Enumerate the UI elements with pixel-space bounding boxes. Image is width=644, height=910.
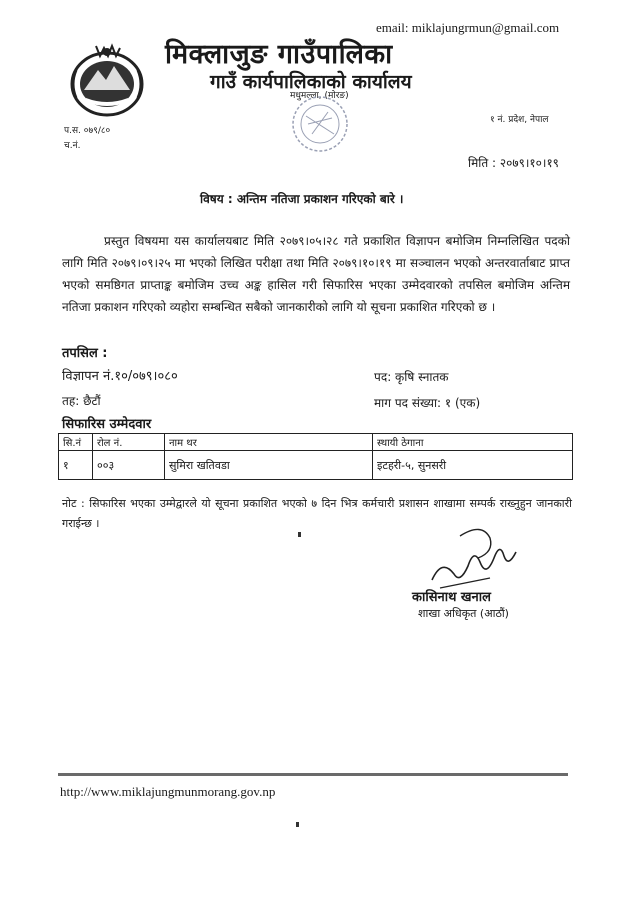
- signer-title: शाखा अधिकृत (आठौं): [418, 607, 509, 620]
- office-title: मिक्लाजुङ गाउँपालिका: [165, 39, 393, 70]
- office-stamp-seal: [272, 94, 368, 154]
- notice-note: नोट : सिफारिस भएका उम्मेद्वारले यो सूचना प्रकाशित भएको ७ दिन भित्र कर्मचारी प्रशासन शाखामा सम्पर्क राख्नुहुन जानकारी गराईन्छ ।: [62, 497, 572, 530]
- office-subtitle: गाउँ कार्यपालिकाको कार्यालय: [210, 71, 412, 93]
- recommended-heading: सिफारिस उम्मेदवार: [62, 417, 152, 432]
- position-level: तह: छैटौं: [62, 394, 101, 408]
- notice-date: मिति : २०७९।१०।१९: [468, 156, 559, 170]
- recommended-table: [58, 433, 573, 480]
- details-heading: तपसिल :: [62, 346, 108, 361]
- footer-divider: [58, 773, 568, 776]
- notice-body: प्रस्तुत विषयमा यस कार्यालयबाट मिति २०७९।०५।२८ गते प्रकाशित विज्ञापन बमोजिम निम्नलिखित पदको लागि मिति २०७९।०९।२५ मा भएको लिखित परीक्षा तथा मिति २०७९।१०।१९ मा सञ्चालन भएको अन्तरवार्ताबाट प्राप्त भएको समष्ठिगत प्राप्ताङ्क बमोजिम उच्च अङ्क हासिल गरी सिफारिस भएका उम्मेदवारको तपसिल बमोजिम अन्तिम नतिजा प्रकाशन गरिएको व्यहोरा सम्बन्धित सबैको जानकारीको लागि यो सूचना प्रकाशित गरिएको छ ।: [62, 234, 570, 314]
- website-url[interactable]: http://www.miklajungmunmorang.gov.np: [60, 784, 276, 799]
- position-name: पद: कृषि स्नातक: [374, 370, 449, 384]
- province-label: १ नं. प्रदेश, नेपाल: [490, 115, 549, 125]
- email-address: email: miklajungrmun@gmail.com: [376, 20, 560, 35]
- table-header-row: [59, 434, 573, 451]
- nepal-emblem-logo: [66, 40, 148, 118]
- cell-sn: १: [59, 451, 93, 480]
- scan-speck: [296, 822, 299, 827]
- column-header-address: स्थायी ठेगाना: [373, 434, 573, 451]
- dispatch-number: च.नं.: [64, 141, 81, 151]
- table-row: [59, 451, 573, 480]
- cell-address: इटहरी-५, सुनसरी: [373, 451, 573, 480]
- cell-roll: ००३: [93, 451, 165, 480]
- notice-subject: विषय : अन्तिम नतिजा प्रकाशन गरिएको बारे ।: [200, 192, 404, 206]
- advertisement-number: विज्ञापन नं.१०/०७९।०८०: [62, 369, 178, 384]
- scan-speck: [298, 532, 301, 537]
- ref-number: प.स. ०७९/८०: [64, 126, 111, 136]
- signer-name: कासिनाथ खनाल: [412, 590, 491, 605]
- reference-block: [64, 124, 110, 154]
- demand-count: माग पद संख्या: १ (एक): [374, 396, 481, 410]
- cell-name: सुमिरा खतिवडा: [165, 451, 373, 480]
- column-header-sn: सि.नं: [59, 434, 93, 451]
- column-header-roll: रोल नं.: [93, 434, 165, 451]
- office-address: मधुमल्ला, (मोरङ): [290, 91, 349, 101]
- column-header-name: नाम थर: [165, 434, 373, 451]
